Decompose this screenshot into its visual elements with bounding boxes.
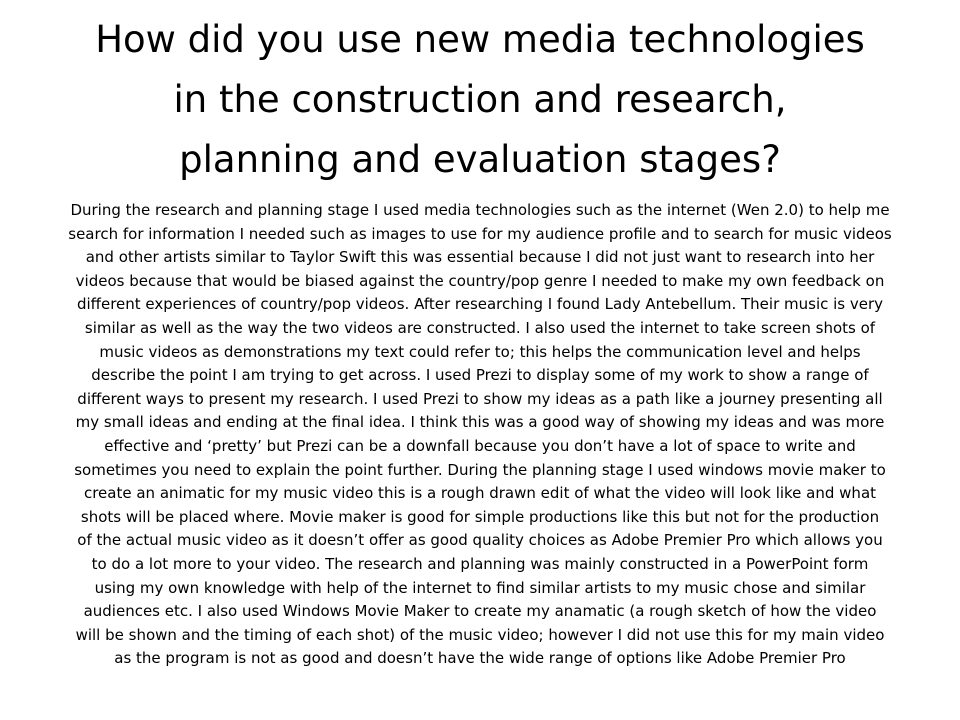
body-text-line: videos because that would be biased against the country/pop genre I needed to make my own feedback on (75, 271, 885, 290)
body-text-line: create an animatic for my music video this is a rough drawn edit of what the video will look like and what (83, 484, 877, 503)
body-text-line: using my own knowledge with help of the internet to find similar artists to my music chose and similar (94, 578, 866, 597)
body-text-line: describe the point I am trying to get across. I used Prezi to display some of my work to show a range of (91, 366, 869, 385)
slide-body-text (4, 199, 956, 671)
slide-title-line: planning and evaluation stages? (179, 138, 781, 181)
body-text-line: similar as well as the way the two videos are constructed. I also used the internet to take screen shots of (84, 318, 876, 337)
slide-title (20, 10, 940, 190)
body-text-line: will be shown and the timing of each shot) of the music video; however I did not use this for my main video (75, 625, 885, 644)
body-text-line: different experiences of country/pop videos. After researching I found Lady Antebellum. Their music is very (76, 295, 884, 314)
body-text-line: to do a lot more to your video. The research and planning was mainly constructed in a PowerPoint form (91, 554, 869, 573)
body-text-line: search for information I needed such as images to use for my audience profile and to search for music videos (68, 224, 892, 243)
body-text-line: my small ideas and ending at the final idea. I think this was a good way of showing my ideas and was more (75, 413, 885, 432)
body-text-line: as the program is not as good and doesn’t have the wide range of options like Adobe Premier Pro (114, 649, 846, 668)
slide-title-line: in the construction and research, (173, 78, 787, 121)
body-text-line: different ways to present my research. I used Prezi to show my ideas as a path like a journey presenting all (77, 389, 883, 408)
body-text-line: effective and ‘pretty’ but Prezi can be a downfall because you don’t have a lot of space to write and (104, 436, 856, 455)
slide-title-line: How did you use new media technologies (95, 18, 865, 61)
body-text-line: of the actual music video as it doesn’t offer as good quality choices as Adobe Premier Pro which allows you (77, 531, 883, 550)
body-text-line: audiences etc. I also used Windows Movie Maker to create my anamatic (a rough sketch of how the video (83, 602, 877, 621)
body-text-line: music videos as demonstrations my text could refer to; this helps the communication level and helps (99, 342, 861, 361)
body-text-line: shots will be placed where. Movie maker is good for simple productions like this but not for the production (80, 507, 880, 526)
body-text-line: and other artists similar to Taylor Swift this was essential because I did not just want to research into her (85, 248, 875, 267)
body-text-line: sometimes you need to explain the point further. During the planning stage I used windows movie maker to (74, 460, 886, 479)
body-text-line: During the research and planning stage I used media technologies such as the internet (Wen 2.0) to help me (70, 201, 890, 219)
